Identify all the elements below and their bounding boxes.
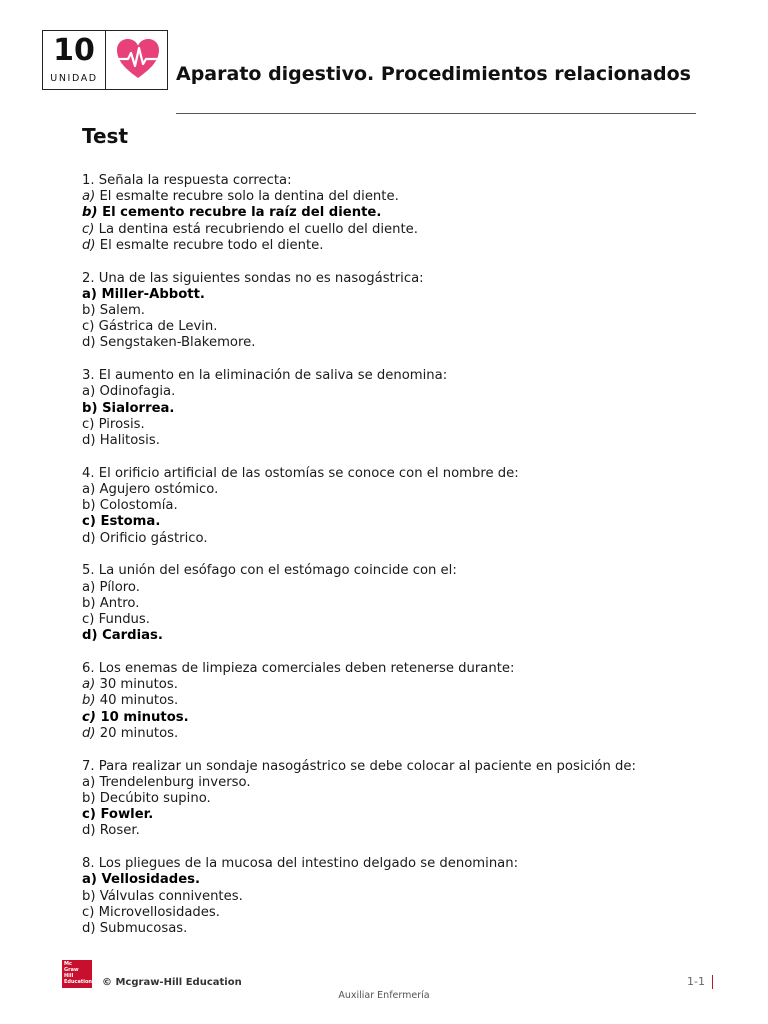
answer-option bbox=[82, 238, 722, 254]
answer-option bbox=[82, 384, 722, 400]
option-letter: c) bbox=[82, 221, 95, 237]
option-letter: a) bbox=[82, 677, 96, 693]
option-text: Píloro. bbox=[99, 579, 140, 595]
option-letter: b) bbox=[82, 303, 96, 319]
option-text: El cemento recubre la raíz del diente. bbox=[102, 205, 382, 221]
option-letter: d) bbox=[82, 725, 96, 741]
question-block bbox=[82, 563, 722, 644]
answer-option bbox=[82, 596, 722, 612]
option-letter: c) bbox=[82, 319, 95, 335]
logo-text: Graw bbox=[64, 967, 79, 973]
option-letter: a) bbox=[82, 482, 96, 498]
option-text: Fundus. bbox=[98, 612, 150, 628]
correct-answer-option bbox=[82, 710, 722, 726]
option-text: Submucosas. bbox=[99, 921, 188, 937]
page-number-accent bbox=[712, 975, 713, 989]
option-letter: b) bbox=[82, 400, 98, 416]
answer-option bbox=[82, 791, 722, 807]
correct-answer-option bbox=[82, 514, 722, 530]
question-prompt: 5. La unión del esófago con el estómago coincide con el: bbox=[82, 563, 457, 579]
page-number: 1-1 bbox=[687, 975, 705, 988]
option-text: Colostomía. bbox=[99, 498, 178, 514]
answer-option bbox=[82, 482, 722, 498]
option-letter: a) bbox=[82, 286, 97, 302]
question-block bbox=[82, 466, 722, 547]
logo-text: Hill bbox=[64, 973, 74, 979]
question-block bbox=[82, 173, 722, 254]
answer-option bbox=[82, 677, 722, 693]
unit-number: 10 bbox=[53, 33, 95, 68]
question-block bbox=[82, 368, 722, 449]
option-letter: d) bbox=[82, 823, 96, 839]
option-text: Válvulas conniventes. bbox=[99, 888, 243, 904]
logo-text: Education bbox=[64, 979, 92, 985]
option-text: Halitosis. bbox=[99, 433, 160, 449]
option-letter: a) bbox=[82, 579, 96, 595]
option-letter: b) bbox=[82, 205, 98, 221]
answer-option bbox=[82, 222, 722, 238]
question-prompt: 4. El orificio artificial de las ostomías se conoce con el nombre de: bbox=[82, 465, 519, 481]
option-letter: b) bbox=[82, 791, 96, 807]
title-divider bbox=[176, 113, 696, 114]
option-letter: c) bbox=[82, 612, 95, 628]
option-letter: a) bbox=[82, 189, 96, 205]
option-letter: a) bbox=[82, 774, 96, 790]
option-letter: c) bbox=[82, 514, 96, 530]
option-letter: d) bbox=[82, 335, 96, 351]
copyright-text: © Mcgraw-Hill Education bbox=[102, 977, 242, 988]
answer-option bbox=[82, 189, 722, 205]
option-letter: c) bbox=[82, 807, 96, 823]
answer-option bbox=[82, 303, 722, 319]
option-letter: d) bbox=[82, 628, 98, 644]
answer-option bbox=[82, 693, 722, 709]
publisher-logo bbox=[62, 960, 92, 988]
correct-answer-option bbox=[82, 628, 722, 644]
answer-option bbox=[82, 905, 722, 921]
option-text: 20 minutos. bbox=[99, 725, 179, 741]
option-letter: b) bbox=[82, 693, 96, 709]
option-text: El esmalte recubre todo el diente. bbox=[99, 237, 324, 253]
answer-option bbox=[82, 921, 722, 937]
unit-number-cell bbox=[43, 31, 106, 89]
option-text: 10 minutos. bbox=[100, 709, 189, 725]
question-block bbox=[82, 759, 722, 840]
chapter-title: Aparato digestivo. Procedimientos relacionados bbox=[176, 63, 691, 85]
option-letter: c) bbox=[82, 416, 95, 432]
correct-answer-option bbox=[82, 807, 722, 823]
option-text: La dentina está recubriendo el cuello del diente. bbox=[98, 221, 418, 237]
correct-answer-option bbox=[82, 401, 722, 417]
unit-label: UNIDAD bbox=[50, 73, 98, 84]
question-block bbox=[82, 661, 722, 742]
option-text: Salem. bbox=[99, 303, 146, 319]
answer-option bbox=[82, 775, 722, 791]
answer-option bbox=[82, 726, 722, 742]
option-text: El esmalte recubre solo la dentina del diente. bbox=[99, 189, 399, 205]
unit-badge bbox=[42, 30, 168, 90]
option-text: 30 minutos. bbox=[99, 677, 178, 693]
option-letter: d) bbox=[82, 237, 96, 253]
correct-answer-option bbox=[82, 287, 722, 303]
option-text: Odinofagia. bbox=[99, 384, 176, 400]
question-block bbox=[82, 271, 722, 352]
heart-pulse-icon bbox=[115, 37, 161, 81]
option-letter: b) bbox=[82, 888, 96, 904]
option-text: 40 minutos. bbox=[99, 693, 179, 709]
option-text: Microvellosidades. bbox=[98, 904, 220, 920]
answer-option bbox=[82, 319, 722, 335]
option-text: Orificio gástrico. bbox=[99, 530, 208, 546]
answer-option bbox=[82, 823, 722, 839]
option-text: Miller-Abbott. bbox=[101, 286, 205, 302]
option-text: Cardias. bbox=[102, 628, 163, 644]
option-text: Sialorrea. bbox=[102, 400, 175, 416]
option-text: Antro. bbox=[99, 595, 140, 611]
option-text: Roser. bbox=[99, 823, 140, 839]
answer-option bbox=[82, 433, 722, 449]
option-letter: b) bbox=[82, 595, 96, 611]
logo-text: Mc bbox=[64, 961, 72, 967]
correct-answer-option bbox=[82, 872, 722, 888]
option-text: Fowler. bbox=[100, 807, 154, 823]
option-text: Gástrica de Levin. bbox=[98, 319, 218, 335]
option-letter: d) bbox=[82, 921, 96, 937]
answer-option bbox=[82, 531, 722, 547]
option-letter: d) bbox=[82, 530, 96, 546]
option-letter: c) bbox=[82, 709, 96, 725]
answer-option bbox=[82, 889, 722, 905]
option-letter: d) bbox=[82, 433, 96, 449]
question-prompt: 2. Una de las siguientes sondas no es nasogástrica: bbox=[82, 270, 424, 286]
course-name: Auxiliar Enfermería bbox=[338, 990, 430, 1001]
option-letter: a) bbox=[82, 872, 97, 888]
answer-option bbox=[82, 612, 722, 628]
section-title: Test bbox=[82, 124, 129, 148]
question-list bbox=[82, 173, 722, 954]
option-text: Trendelenburg inverso. bbox=[99, 774, 251, 790]
question-prompt: 1. Señala la respuesta correcta: bbox=[82, 173, 292, 188]
option-text: Sengstaken-Blakemore. bbox=[99, 335, 256, 351]
answer-option bbox=[82, 498, 722, 514]
answer-option bbox=[82, 417, 722, 433]
option-text: Decúbito supino. bbox=[99, 791, 211, 807]
option-text: Vellosidades. bbox=[101, 872, 201, 888]
option-letter: c) bbox=[82, 904, 95, 920]
answer-option bbox=[82, 580, 722, 596]
option-text: Agujero ostómico. bbox=[99, 482, 219, 498]
correct-answer-option bbox=[82, 205, 722, 221]
question-prompt: 3. El aumento en la eliminación de saliva se denomina: bbox=[82, 368, 448, 384]
question-prompt: 7. Para realizar un sondaje nasogástrico se debe colocar al paciente en posición de: bbox=[82, 758, 636, 774]
option-letter: a) bbox=[82, 384, 96, 400]
option-text: Estoma. bbox=[100, 514, 161, 530]
question-block bbox=[82, 856, 722, 937]
answer-option bbox=[82, 335, 722, 351]
question-prompt: 8. Los pliegues de la mucosa del intestino delgado se denominan: bbox=[82, 856, 519, 872]
option-letter: b) bbox=[82, 498, 96, 514]
option-text: Pirosis. bbox=[98, 416, 145, 432]
question-prompt: 6. Los enemas de limpieza comerciales deben retenerse durante: bbox=[82, 661, 515, 677]
